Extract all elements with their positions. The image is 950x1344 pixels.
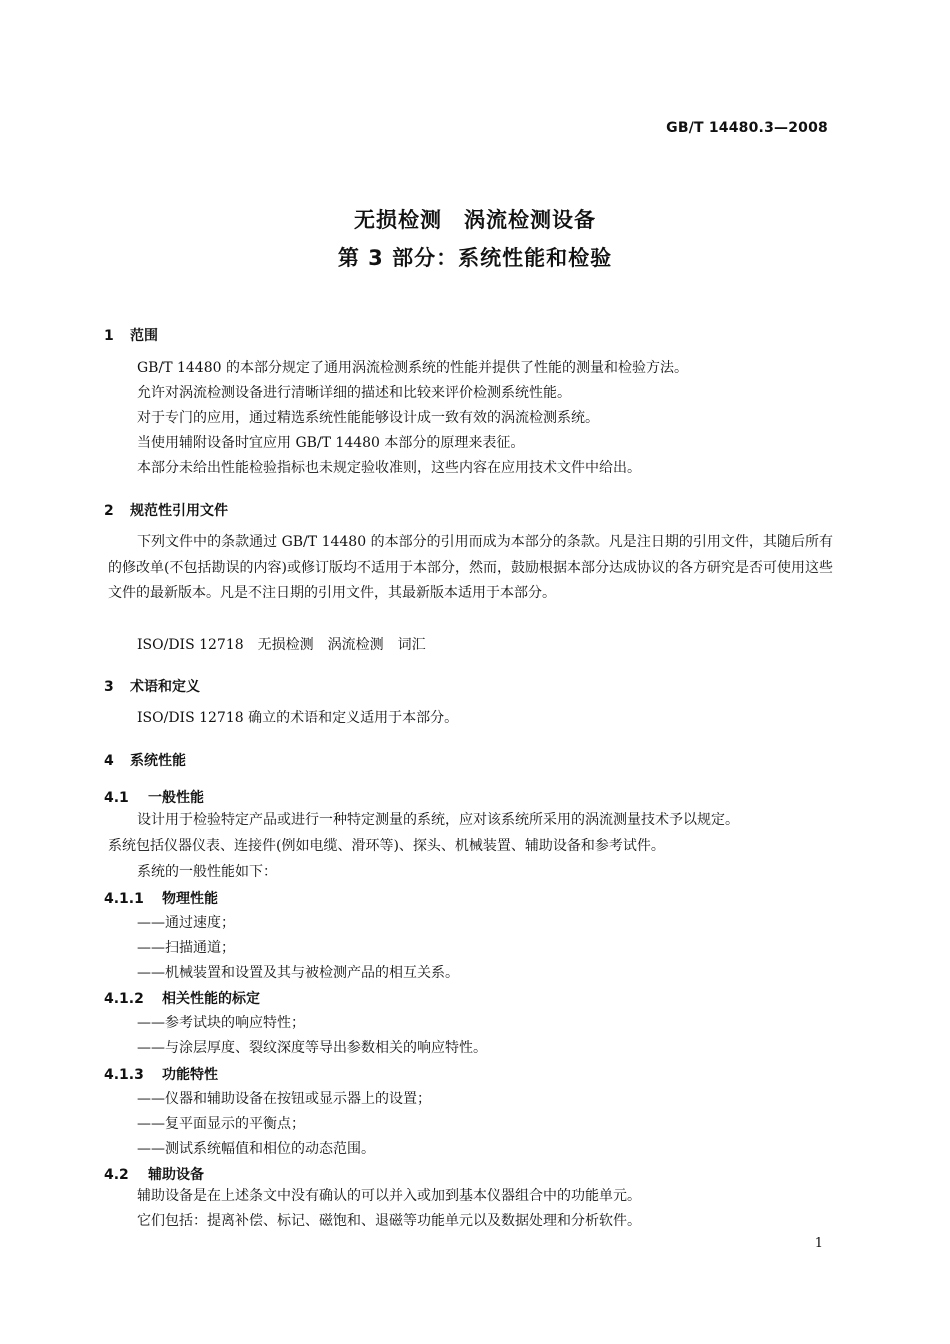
section-4-1-paragraph-2: 系统包括仪器仪表、连接件(例如电缆、滑环等)、探头、机械装置、辅助设备和参考试件。 (108, 838, 665, 854)
section-4-heading (104, 750, 186, 770)
section-title: 范围 (130, 328, 158, 344)
list-item: ——参考试块的响应特性； (137, 1015, 305, 1031)
section-1-paragraph-2: 允许对涡流检测设备进行清晰详细的描述和比较来评价检测系统性能。 (137, 385, 571, 401)
section-title: 物理性能 (162, 891, 218, 907)
section-number: 3 (104, 679, 114, 695)
section-4-1-1-heading (104, 888, 218, 908)
section-number: 4.1 (104, 790, 129, 806)
section-4-2-paragraph-1: 辅助设备是在上述条文中没有确认的可以并入或加到基本仪器组合中的功能单元。 (137, 1188, 641, 1204)
section-1-heading (104, 325, 158, 345)
section-number: 4.1.2 (104, 991, 144, 1007)
list-item: ——复平面显示的平衡点； (137, 1116, 305, 1132)
list-item: ——通过速度； (137, 915, 235, 931)
section-title: 规范性引用文件 (130, 503, 228, 519)
list-item: ——仪器和辅助设备在按钮或显示器上的设置； (137, 1091, 431, 1107)
section-1-paragraph-5: 本部分未给出性能检验指标也未规定验收准则，这些内容在应用技术文件中给出。 (137, 460, 641, 476)
section-number: 4.2 (104, 1167, 129, 1183)
standard-code: GB/T 14480.3—2008 (666, 120, 828, 136)
section-title: 术语和定义 (130, 679, 200, 695)
section-4-1-2-heading (104, 988, 260, 1008)
list-item: ——扫描通道； (137, 940, 235, 956)
section-number: 2 (104, 503, 114, 519)
section-4-2-paragraph-2: 它们包括：提离补偿、标记、磁饱和、退磁等功能单元以及数据处理和分析软件。 (137, 1213, 641, 1229)
section-4-1-paragraph-3: 系统的一般性能如下： (137, 864, 277, 880)
section-number: 1 (104, 328, 114, 344)
section-number: 4.1.1 (104, 891, 144, 907)
section-number: 4 (104, 753, 114, 769)
document-title-line-1: 无损检测 涡流检测设备 (354, 208, 596, 232)
section-2-reference: ISO/DIS 12718 无损检测 涡流检测 词汇 (137, 637, 426, 653)
list-item: ——与涂层厚度、裂纹深度等导出参数相关的响应特性。 (137, 1040, 487, 1056)
section-4-1-3-heading (104, 1064, 218, 1084)
section-1-paragraph-1: GB/T 14480 的本部分规定了通用涡流检测系统的性能并提供了性能的测量和检验方法。 (137, 360, 688, 376)
section-1-paragraph-3: 对于专门的应用，通过精选系统性能能够设计成一致有效的涡流检测系统。 (137, 410, 599, 426)
document-title-line-2: 第 3 部分：系统性能和检验 (337, 246, 613, 270)
list-item: ——测试系统幅值和相位的动态范围。 (137, 1141, 375, 1157)
section-title: 一般性能 (148, 790, 204, 806)
section-title: 功能特性 (162, 1067, 218, 1083)
section-1-paragraph-4: 当使用辅附设备时宜应用 GB/T 14480 本部分的原理来表征。 (137, 435, 525, 451)
section-3-paragraph-1: ISO/DIS 12718 确立的术语和定义适用于本部分。 (137, 710, 459, 726)
list-item: ——机械装置和设置及其与被检测产品的相互关系。 (137, 965, 459, 981)
section-title: 辅助设备 (148, 1167, 204, 1183)
section-number: 4.1.3 (104, 1067, 144, 1083)
section-4-2-heading (104, 1164, 204, 1184)
section-4-1-paragraph-1: 设计用于检验特定产品或进行一种特定测量的系统，应对该系统所采用的涡流测量技术予以规定。 (137, 812, 739, 828)
section-4-1-heading (104, 787, 204, 807)
section-3-heading (104, 676, 200, 696)
section-2-heading (104, 500, 228, 520)
section-title: 相关性能的标定 (162, 991, 260, 1007)
section-2-paragraph-1: 下列文件中的条款通过 GB/T 14480 的本部分的引用而成为本部分的条款。凡是注日期的引用文件，其随后所有的修改单(不包括勘误的内容)或修订版均不适用于本部分，然而，鼓励根据本部分达成协议的各方研究是否可使用这些文件的最新版本。凡是不注日期的引用文件，其最新版本适用于本部分。 (108, 534, 833, 601)
page-number: 1 (814, 1236, 823, 1251)
section-title: 系统性能 (130, 753, 186, 769)
